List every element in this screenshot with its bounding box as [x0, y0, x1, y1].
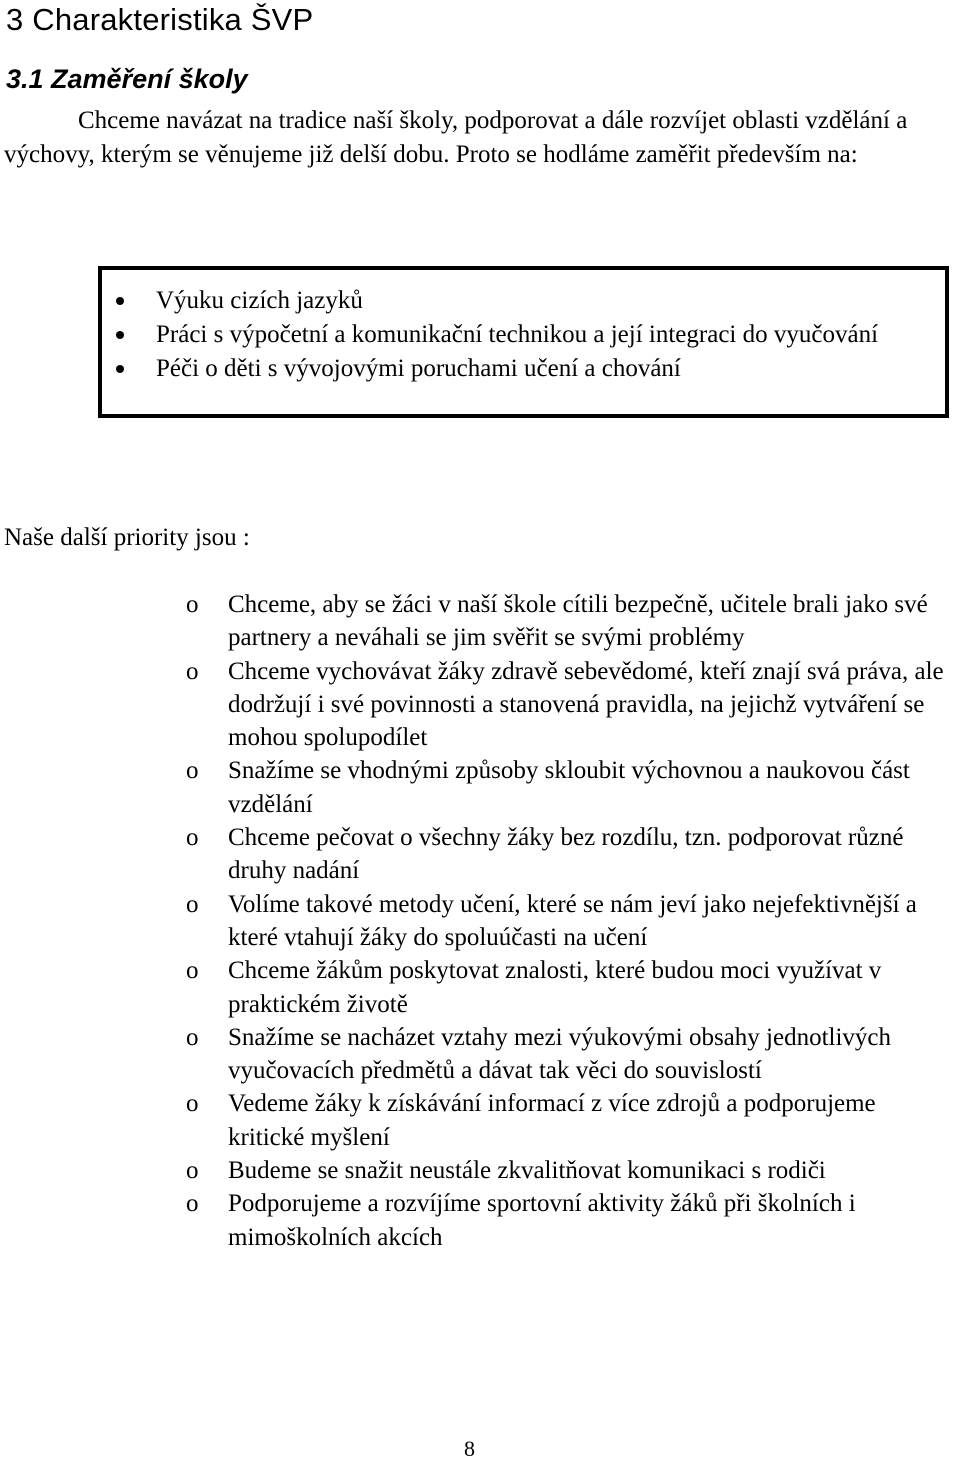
priority-text: Chceme vychovávat žáky zdravě sebevědomé, kteří znají svá práva, ale dodržují i své povinnosti a stanovená pravidla, na jejichž vytváření se mohou spolupodílet — [228, 657, 944, 752]
priority-text: Snažíme se vhodnými způsoby skloubit výchovnou a naukovou část vzdělání — [228, 757, 910, 818]
priority-item — [186, 1154, 956, 1187]
priority-text: Chceme, aby se žáci v naší škole cítili bezpečně, učitele brali jako své partnery a neváhali se jim svěřit se svými problémy — [228, 591, 928, 652]
priority-item — [186, 954, 956, 1021]
circle-bullet-icon: o — [186, 957, 199, 985]
circle-bullet-icon: o — [186, 591, 199, 618]
priority-text: Vedeme žáky k získávání informací z více zdrojů a podporujeme kritické myšlení — [228, 1090, 876, 1151]
subsection-heading: 3.1 Zaměření školy — [6, 64, 248, 94]
priority-item — [186, 1187, 956, 1254]
focus-list — [116, 284, 936, 386]
focus-item-text: Práci s výpočetní a komunikační technikou a její integraci do vyučování — [156, 321, 879, 348]
focus-item — [116, 352, 936, 386]
priorities-list — [186, 588, 956, 1254]
intro-text: Chceme navázat na tradice naší školy, podporovat a dále rozvíjet oblasti vzdělání a výchovy, kterým se věnujeme již delší dobu. Proto se hodláme zaměřit především na: — [4, 107, 908, 168]
bullet-icon — [116, 297, 124, 305]
priority-item — [186, 1087, 956, 1154]
priority-text: Podporujeme a rozvíjíme sportovní aktivity žáků při školních i mimoškolních akcích — [228, 1190, 856, 1251]
priority-text: Snažíme se nacházet vztahy mezi výukovými obsahy jednotlivých vyučovacích předmětů a dávat tak věci do souvislostí — [228, 1023, 892, 1085]
focus-item — [116, 284, 936, 318]
circle-bullet-icon: o — [186, 890, 199, 918]
priority-item — [186, 754, 956, 821]
circle-bullet-icon: o — [186, 1090, 199, 1118]
focus-item — [116, 318, 936, 352]
priority-item — [186, 655, 956, 755]
priority-item — [186, 821, 956, 888]
page-number: 8 — [464, 1436, 475, 1461]
circle-bullet-icon: o — [186, 824, 199, 852]
focus-item-text: Výuku cizích jazyků — [156, 287, 363, 314]
bullet-icon — [116, 365, 124, 373]
focus-item-text: Péči o děti s vývojovými poruchami učení a chování — [156, 355, 681, 382]
bullet-icon — [116, 331, 124, 339]
priority-text: Chceme pečovat o všechny žáky bez rozdílu, tzn. podporovat různé druhy nadání — [228, 824, 904, 885]
priority-text: Chceme žákům poskytovat znalosti, které budou moci využívat v praktickém životě — [228, 957, 882, 1018]
circle-bullet-icon: o — [186, 757, 199, 785]
priority-item — [186, 1021, 956, 1088]
intro-paragraph — [4, 104, 954, 172]
priority-item — [186, 888, 956, 955]
circle-bullet-icon: o — [186, 657, 199, 685]
circle-bullet-icon: o — [186, 1190, 199, 1218]
circle-bullet-icon: o — [186, 1023, 199, 1051]
priority-text: Volíme takové metody učení, které se nám jeví jako nejefektivnější a které vtahují žáky do spoluúčasti na učení — [228, 890, 917, 951]
priorities-heading: Naše další priority jsou : — [4, 524, 250, 551]
focus-box — [98, 266, 949, 418]
priority-text: Budeme se snažit neustále zkvalitňovat komunikaci s rodiči — [228, 1157, 826, 1185]
circle-bullet-icon: o — [186, 1157, 199, 1185]
priority-item — [186, 588, 956, 655]
section-heading: 3 Charakteristika ŠVP — [6, 2, 314, 37]
